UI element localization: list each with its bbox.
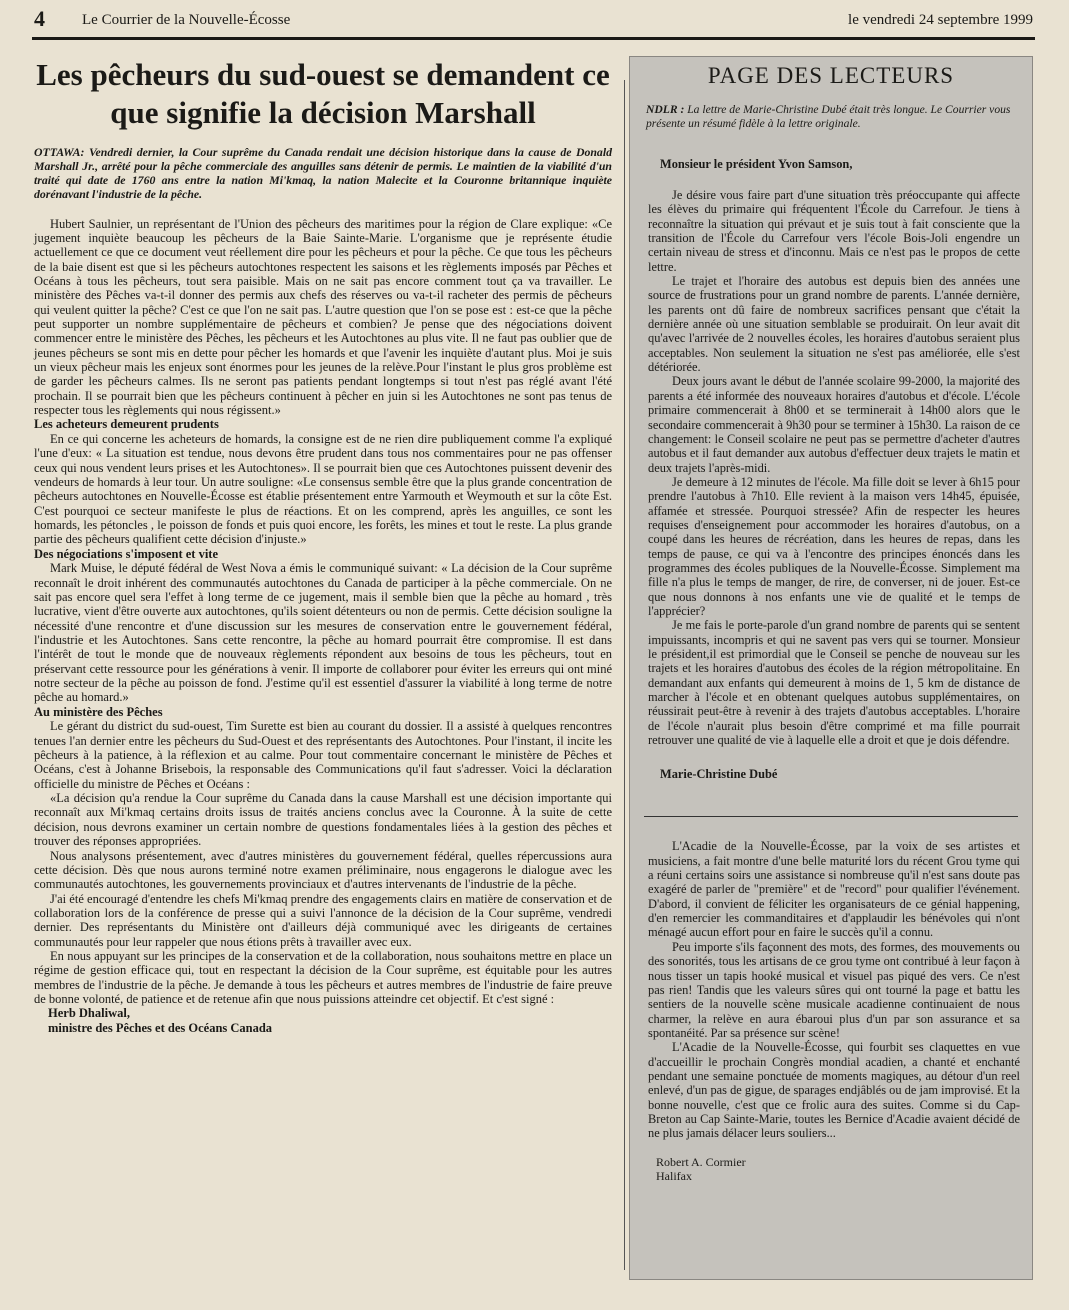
editor-note-label: NDLR : [646, 103, 685, 116]
readers-page-title: PAGE DES LECTEURS [707, 63, 955, 88]
lede-dateline: OTTAWA: [34, 145, 85, 159]
column-divider [624, 80, 625, 1270]
article-paragraph: Le gérant du district du sud-ouest, Tim Surette est bien au courant du dossier. Il a assisté à quelques rencontres tenues l'an dernier entre les pêcheurs du Sud-Ouest et des représentants des Autochtones. Pour l'instant, il incite les pêcheurs à la patience, à la réflexion et au calme. Pour tout commentaire concernant le ministère de Pêches et Océans, c'est à Johanne Brisebois, la responsable des Communications qu'il faut s'adresser. Voici la déclaration officielle du ministre de Pêches et Océans : [34, 719, 612, 791]
article-paragraph: Nous analysons présentement, avec d'autres ministères du gouvernement fédéral, quelles répercussions aura cette décision. Dès que nous aurons terminé notre examen préliminaire, nous engagerons le dialogue avec les communautés autochtones, les gouvernements provinciaux et d'autres intervenants de l'industrie de la pêche. [34, 848, 612, 892]
letter-paragraph: L'Acadie de la Nouvelle-Écosse, par la voix de ses artistes et musiciens, a fait montre d'une belle maturité lors du récent Grou tyme qui a réuni certains soirs une assistance si nombreuse qu'il n'est sans doute pas exagéré de parler de "première" et de "record" pour qualifier l'événement. D'abord, il convient de féliciter les organisateurs de ce génial happening, d'en remercier les commanditaires et d'applaudir les bénévoles qui n'ont ménagé aucun effort pour en faire le succès qu'il a connu. [648, 839, 1020, 940]
page-header [0, 0, 1069, 40]
editor-note-text: La lettre de Marie-Christine Dubé était très longue. Le Courrier vous présente un résumé fidèle à la lettre originale. [646, 103, 1011, 130]
main-article [34, 56, 612, 1035]
lede-text: Vendredi dernier, la Cour suprême du Canada rendait une décision historique dans la cause de Donald Marshall Jr., arrêté pour la pêche commerciale des anguilles sans détenir de permis. Le maintien de la viabilité d'un traité qui date de 1760 ans entre la nation Mi'kmaq, la nation Malecite et la Couronne britannique inquiète dorénavant l'industrie de la pêche. [34, 145, 612, 201]
article-paragraph: «La décision qu'a rendue la Cour suprême du Canada dans la cause Marshall est une décision importante qui reconnaît aux Mi'kmaq certains droits issus de traités anciens conclus avec la Couronne. À la suite de cette décision, nous devrons examiner un certain nombre de questions fondamentales liées à la gestion des pêches et trouver des réponses appropriées. [34, 791, 612, 849]
second-letter-place: Halifax [656, 1168, 692, 1183]
second-letter-body [648, 839, 1020, 1140]
article-paragraph: En nous appuyant sur les principes de la conservation et de la collaboration, nous souhaitons mettre en place un régime de gestion efficace qui, tout en respectant la décision de la Cour suprême, est équitable pour les autres membres de l'industrie de la pêche. Je demande à tous les pêcheurs et autres membres de l'industrie de faire preuve de bonne volonté, de patience et de retenue afin que nous puissions atteindre cet objectif. Et c'est signé : [34, 948, 612, 1006]
readers-page [629, 56, 1033, 1280]
signature-name: Herb Dhaliwal, [48, 1006, 130, 1021]
letters-divider [644, 816, 1018, 817]
article-body [34, 217, 612, 1036]
article-paragraph: J'ai été encouragé d'entendre les chefs Mi'kmaq prendre des engagements clairs en matière de conservation et de collaboration lors de la conférence de presse qui a suivi l'annonce de la décision de la Cour suprême, vendredi dernier. Des représentants du Ministère ont d'ailleurs déjà communiqué avec les dirigeants de certaines communautés pour leur rappeler que nous étions prêts à travailler avec eux. [34, 891, 612, 949]
second-letter-signature [656, 1155, 1032, 1183]
signature-title: ministre des Pêches et des Océans Canada [48, 1020, 273, 1035]
letter-paragraph: Deux jours avant le début de l'année scolaire 99-2000, la majorité des parents a été informée des nouveaux horaires d'autobus et d'école. L'école primaire commencerait à 8h00 et se terminerait à 14h00 alors que le secondaire commencerait à 9h30 pour se terminer à 15h30. La raison de ce changement: le Conseil scolaire ne peut pas se permettre d'acheter d'autres autobus et il faut demander aux autobus d'effectuer deux trajets le matin et deux trajets l'après-midi. [648, 374, 1020, 475]
article-subheading: Au ministère des Pêches [34, 704, 163, 719]
letter-greeting: Monsieur le président Yvon Samson, [660, 157, 853, 171]
editor-note [646, 103, 1022, 131]
article-paragraph: En ce qui concerne les acheteurs de homards, la consigne est de ne rien dire publiquement comme l'a expliqué l'une d'eux: « La situation est tendue, nous devons être prudent dans tous nos commentaires pour ne pas offenser ceux qui nous vendent leurs prises et les Autochtones». Il se pourrait bien que ces Autochtones puissent devenir des vendeurs de homards à leur tour. Un autre souligne: «Le consensus semble être que la plus grande concentration de pêcheurs autochtones en Nouvelle-Écosse est établie présentement entre Yarmouth et Weymouth et sur la côte Est. C'est pourquoi ce secteur manifeste le plus de réactions. Et on les comprend, après les anguilles, ce sont les homards, les pétoncles , le poisson de fonds et puis quoi encore, les forêts, les mines et tout le reste. La plus grande partie des pêcheurs qualifient cette décision d'injuste.» [34, 432, 612, 547]
letter-paragraph: Je me fais le porte-parole d'un grand nombre de parents qui se sentent impuissants, incompris et qui ne savent pas vers qui se tourner. Monsieur le président,il est primordial que le Conseil se penche de nouveau sur les trajets et les horaires d'autobus des écoles de la région métropolitaine. En demandant aux enfants qui demeurent à moins de 1, 5 km de distance de marcher à l'école et en obtenant quelques autobus supplémentaires, on réussirait peut-être à revenir à des trajets d'autobus acceptables. L'horaire de l'école n'aurait plus besoin d'être comprimé et ma fille pourrait retrouver une qualité de vie à laquelle elle a droit et que je dois défendre. [648, 618, 1020, 748]
issue-date: le vendredi 24 septembre 1999 [848, 12, 1033, 28]
article-lede [34, 146, 612, 202]
letter-paragraph: Peu importe s'ils façonnent des mots, des formes, des mouvements ou des sonorités, tous les artisans de ce grou tyme ont contribué à leur façon à nous tisser un tapis hooké musical et visuel pas piqué des vers. Ce n'est pas rien! Tandis que les valeurs sûres qui ont tourné la page et battu les sentiers de la nouvelle scène musicale acadienne continuaient de nous charmer, la relève en aura ébaroui plus d'un par son assurance et sa spontanéité. Par sa présence sur scène! [648, 939, 1020, 1040]
letter-paragraph: L'Acadie de la Nouvelle-Écosse, qui fourbit ses claquettes en vue d'accueillir le prochain Congrès mondial acadien, a chanté et enchanté pendant une semaine ponctuée de moments magiques, au détour d'un reel enlevé, d'un pas de gigue, de sparages endjâblés ou de jam improvisé. Et la bonne nouvelle, c'est que ce frolic aura des suites. Comme si du Cap-Breton au Cap Sainte-Marie, toutes les Bernice d'Acadie avaient décidé de ne plus jamais délacer leurs souliers... [648, 1040, 1020, 1141]
second-letter-author: Robert A. Cormier [656, 1154, 746, 1169]
article-subheading: Les acheteurs demeurent prudents [34, 417, 219, 432]
letter-paragraph: Je désire vous faire part d'une situation très préoccupante qui affecte les élèves du primaire qui fréquentent l'École du Carrefour. Je tiens à reconnaître la situation qui prévaut et je suis tout à fait consciente que la transition de l'École du Carrefour vers l'école Bois-Joli engendre un certain niveau de stress et d'inconnu. Mais ce n'est pas le propos de cette lettre. [648, 188, 1020, 274]
article-subheading: Des négociations s'imposent et vite [34, 546, 219, 561]
letter-body [648, 188, 1020, 747]
article-paragraph: Hubert Saulnier, un représentant de l'Union des pêcheurs des maritimes pour la région de Clare explique: «Ce jugement inquiète beaucoup les pêcheurs de la Baie Sainte-Marie. L'organisme que je représente étudie actuellement ce que ce document veut réellement dire pour les pêcheurs et pour la pêche. Ce que tous les pêcheurs de la baie disent est que si les pêcheurs autochtones respectent les saisons et les règlements imposés par Pêches et Océans à tous les pêcheurs, tout sera paisible. Mais on ne sait pas encore comment tout ça va travailler. Le ministère des Pêches va-t-il donner des permis aux chefs des réserves ou va-t-il racheter des permis de pêcheurs qui veulent quitter la pêche? C'est ce que l'on ne sait pas. L'autre question que l'on se pose est : est-ce que la pêche peut supporter un nombre supplémentaire de pêcheurs et combien? Je pense que des négociations doivent commencer entre le ministère des Pêches, les pêcheurs et les Autochtones au plus vite. Il ne faut pas oublier que de jeunes pêcheurs se sont mis en dette pour pêcher les homards et que l'avenir les inquiète d'autant plus. Moi je suis un vieux pêcheur mais les enjeux sont énormes pour les jeunes de la relève.Pour l'instant le plus gros problème est de garder les pêcheurs calmes. Ils ne seront pas patients pendant longtemps si tout n'est pas réglé avant l'été prochain. Il se pourrait bien que les pêcheurs continuent à pêcher en juin si les Autochtones ne sont pas tenus de respecter tous les règlements qui nous régissent.» [34, 216, 612, 418]
publication-name: Le Courrier de la Nouvelle-Écosse [82, 12, 291, 28]
article-paragraph: Mark Muise, le député fédéral de West Nova a émis le communiqué suivant: « La décision de la Cour suprême reconnaît le droit inhérent des communautés autochtones du Canada de participer à la pêche commerciale. On ne sait pas encore quel sera l'effet à long terme de ce jugement, mais il semble bien que la pêche au homard , très lucrative, vient d'être ouverte aux autochtones, qu'ils soient détenteurs ou non de permis. Cette décision souligne la nécessité d'une rencontre et d'une discussion sur les mesures de conservation entre le gouvernement fédéral, l'industrie et les Autochtones. Sans cette rencontre, la pêche au homard pourrait être compromise. Il est dans l'intérêt de tout le monde que de nouveaux règlements répondent aux besoins de tous les pêcheurs, tout en préservant cette ressource pour les générations à venir. Il importe de collaborer pour éviter les erreurs qui ont miné notre secteur de la pêche au poisson de fond. J'estime qu'il est essentiel d'assurer la viabilité à long terme de notre pêche au homard.» [34, 561, 612, 705]
letter-paragraph: Le trajet et l'horaire des autobus est depuis bien des années une source de frustrations pour un grand nombre de parents. L'année dernière, les parents ont dû faire de nombreux sacrifices pensant que c'était la dernière année où une situation semblable se produirait. On leur avait dit qu'avec l'arrivée de 2 nouvelles écoles, les horaires d'autobus seraient plus acceptables. Non seulement la situation ne s'est pas améliorée, elle s'est détériorée. [648, 274, 1020, 375]
page-number: 4 [34, 6, 45, 31]
letter-paragraph: Je demeure à 12 minutes de l'école. Ma fille doit se lever à 6h15 pour prendre l'autobus à 7h10. Elle revient à la maison vers 14h45, épuisée, affamée et stressée. Pourquoi stressée? Afin de respecter les heures requises d'enseignement pour accommoder les horaires d'autobus, on a coupé dans les heures de récréation, dans les heures de repas, dans les temps de pause, ce qui va à l'encontre des principes énoncés dans les programmes des écoles publiques de la Nouvelle-Écosse. Simplement ma fille n'a plus le temps de manger, de rire, de converser, ni de jouer. Est-ce que nous donnons à nos enfants une vie de qualité et le temps de l'apprécier? [648, 474, 1020, 618]
header-rule [32, 37, 1035, 40]
letter-author: Marie-Christine Dubé [660, 767, 778, 782]
article-headline: Les pêcheurs du sud-ouest se demandent ce que signifie la décision Marshall [36, 57, 610, 130]
